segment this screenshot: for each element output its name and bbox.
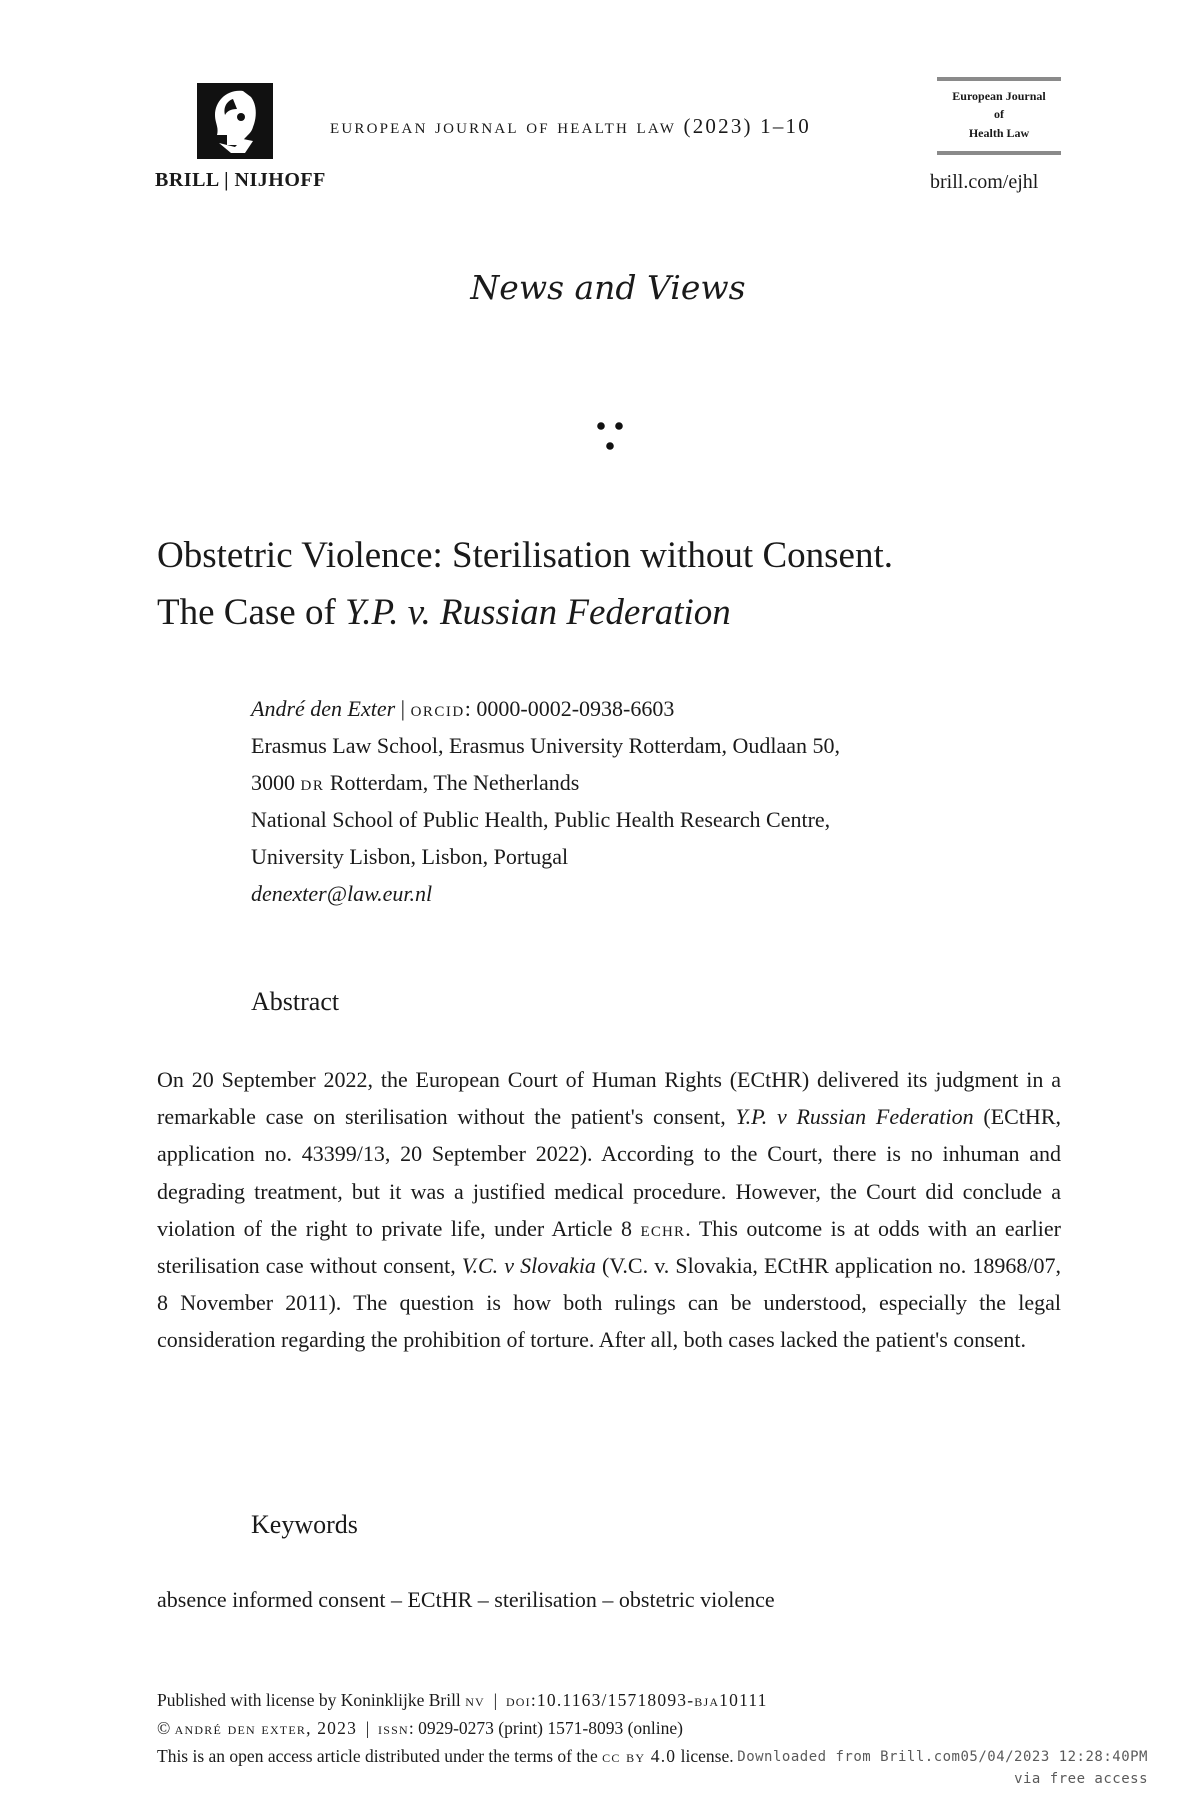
journal-badge-line: Health Law	[968, 126, 1030, 140]
city: Rotterdam, The Netherlands	[329, 770, 580, 795]
abstract-text-part: On 20 September 2022, the European Court of Human Rights (ECtHR) delivered its judgment in a remarkable case on sterilisation without the patient's consent,	[157, 1067, 1061, 1130]
issn-value: : 0929-0273 (print) 1571-8093 (online)	[408, 1718, 683, 1738]
author-line: André den Exter | orcid: 0000-0002-0938-6603	[251, 696, 675, 721]
postcode: 3000	[251, 770, 295, 795]
journal-badge	[937, 77, 1061, 155]
footer-separator: |	[357, 1718, 379, 1738]
abstract-text-part: . This outcome is at odds with an earlier sterilisation case without consent,	[157, 1215, 1061, 1279]
footer-separator: |	[484, 1690, 506, 1710]
article-title-case: Y.P. v. Russian Federation	[345, 592, 731, 633]
abstract-text-part: (V.C. v. Slovakia, ECtHR application no. 18968/07, 8 November 2011). The question is how both rulings can be understood, especially the legal consideration regarding the prohibition of torture. After all, both cases lacked the patient's consent.	[157, 1253, 1061, 1353]
publisher-wordmark: BRILL | NIJHOFF	[155, 169, 326, 191]
download-stamp	[648, 1746, 1148, 1790]
copyright-symbol: ©	[157, 1718, 175, 1738]
article-title-prefix: The Case of	[157, 592, 346, 633]
article-title-line2	[157, 584, 1057, 641]
download-stamp-line: via free access	[1014, 1771, 1148, 1787]
orcid-label: orcid	[410, 696, 465, 721]
case-name: V.C. v Slovakia	[461, 1253, 596, 1279]
running-head: european journal of health law (2023) 1–10	[330, 114, 811, 138]
footer-line	[157, 1714, 1057, 1742]
author-block	[251, 690, 1071, 912]
postcode-suffix: dr	[300, 770, 325, 795]
section-title: News and Views	[470, 268, 746, 307]
article-title-line1: Obstetric Violence: Sterilisation without Consent.	[157, 535, 893, 576]
affiliation-line: Erasmus Law School, Erasmus University Rotterdam, Oudlaan 50,	[251, 733, 841, 758]
affiliation-line: University Lisbon, Lisbon, Portugal	[251, 844, 569, 869]
download-stamp-line: Downloaded from Brill.com05/04/2023 12:28:40PM	[737, 1749, 1148, 1765]
footer-text: Published with license by Koninklijke Brill	[157, 1690, 466, 1710]
journal-url[interactable]: brill.com/ejhl	[930, 171, 1039, 193]
case-name: Y.P. v Russian Federation	[735, 1104, 974, 1130]
issn-label: issn	[378, 1718, 409, 1738]
echr-abbrev: echr	[640, 1215, 686, 1241]
orcid-value[interactable]: 0000-0002-0938-6603	[476, 696, 675, 721]
doi-link[interactable]: doi:10.1163/15718093-bja10111	[505, 1690, 768, 1710]
journal-badge-line: European Journal	[952, 89, 1046, 103]
journal-badge-line: of	[994, 107, 1004, 121]
abstract-body	[157, 1061, 1061, 1359]
abstract-heading: Abstract	[251, 987, 340, 1016]
author-email[interactable]: denexter@law.eur.nl	[251, 881, 433, 906]
affiliation-line: National School of Public Health, Public Health Research Centre,	[251, 807, 831, 832]
footer-text: license.	[676, 1746, 734, 1766]
affiliation-line	[251, 764, 1071, 801]
license-link[interactable]: cc by 4.0	[602, 1746, 677, 1766]
footer-text: nv	[465, 1690, 485, 1710]
article-title	[157, 527, 1057, 641]
keywords-list: absence informed consent – ECtHR – sterilisation – obstetric violence	[157, 1587, 775, 1612]
ornament-icon	[595, 420, 625, 456]
brill-logo-icon	[197, 83, 273, 159]
copyright-holder: andré den exter, 2023	[174, 1718, 358, 1738]
footer-line	[157, 1686, 1057, 1714]
footer-text: This is an open access article distributed under the terms of the	[157, 1746, 603, 1766]
author-name: André den Exter	[251, 696, 396, 721]
keywords-heading: Keywords	[251, 1510, 358, 1539]
abstract-text-part: (ECtHR, application no. 43399/13, 20 September 2022). According to the Court, there is no inhuman and degrading treatment, but it was a justified medical procedure. However, the Court did conclude a violation of the right to private life, under Article 8	[157, 1104, 1061, 1241]
